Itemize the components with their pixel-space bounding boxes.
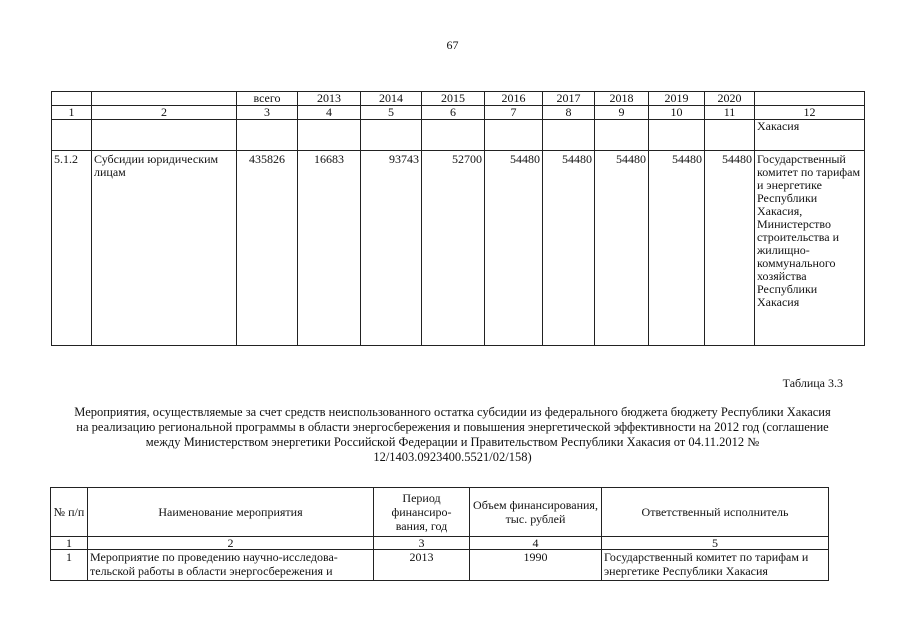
column-number: 5 [602,537,829,550]
row-number: 1 [51,550,88,581]
row-executor: Государственный комитет по тарифам и энергетике Республики Хакасия [602,550,829,581]
column-number: 12 [755,106,865,120]
table-row [52,151,865,346]
column-number: 2 [88,537,374,550]
value-total: 435826 [237,151,298,346]
header-cell-year: 2015 [422,92,485,106]
value-2019: 54480 [649,151,705,346]
table-cell [422,120,485,151]
column-number: 5 [361,106,422,120]
table-cell [595,120,649,151]
row-period: 2013 [374,550,470,581]
measures-table [50,487,829,581]
header-executor: Ответственный исполнитель [602,488,829,537]
table-cell [52,120,92,151]
column-number: 11 [705,106,755,120]
value-2013: 16683 [298,151,361,346]
column-number: 10 [649,106,705,120]
header-row [51,488,829,537]
item-name: Субсидии юридическим лицам [92,151,237,346]
column-number: 3 [374,537,470,550]
value-2014: 93743 [361,151,422,346]
header-amount: Объем финансирования, тыс. рублей [470,488,602,537]
year-header-row [52,92,865,106]
page-number: 67 [446,38,459,52]
continuation-row [52,120,865,151]
header-cell-total: всего [237,92,298,106]
header-number: № п/п [51,488,88,537]
column-numbering-row [51,537,829,550]
header-period: Период финансиро-вания, год [374,488,470,537]
column-number: 4 [298,106,361,120]
header-cell-year: 2019 [649,92,705,106]
column-number: 8 [543,106,595,120]
value-2020: 54480 [705,151,755,346]
header-cell-year: 2013 [298,92,361,106]
header-cell-year: 2020 [705,92,755,106]
header-cell-year: 2014 [361,92,422,106]
table-row [51,550,829,581]
value-2016: 54480 [485,151,543,346]
value-2018: 54480 [595,151,649,346]
table-caption: Мероприятия, осуществляемые за счет средств неиспользованного остатка субсидии из федерального бюджета бюджету Республики Хакасия на реализацию региональной программы в области энергосбережения и повышения энергетической эффективности на 2012 год (соглашение между Министерством энергетики Российской Федерации и Правительством Республики Хакасия от 04.11.2012 № 12/1403.0923400.5521/02/158) [74,405,831,464]
header-name: Наименование мероприятия [88,488,374,537]
table-cell [649,120,705,151]
column-number: 9 [595,106,649,120]
header-cell [52,92,92,106]
program-funding-table [51,91,865,346]
column-number: 7 [485,106,543,120]
table-cell [705,120,755,151]
item-number: 5.1.2 [52,151,92,346]
column-number: 3 [237,106,298,120]
row-amount: 1990 [470,550,602,581]
header-cell-year: 2017 [543,92,595,106]
column-number: 6 [422,106,485,120]
value-2017: 54480 [543,151,595,346]
column-numbering-row [52,106,865,120]
header-cell-year: 2016 [485,92,543,106]
executor-continuation: Хакасия [755,120,865,151]
column-number: 2 [92,106,237,120]
column-number: 4 [470,537,602,550]
table-cell [237,120,298,151]
table-cell [543,120,595,151]
table-label: Таблица 3.3 [782,376,843,390]
row-name: Мероприятие по проведению научно-исследова-тельской работы в области энергосбережения и [88,550,374,581]
column-number: 1 [51,537,88,550]
table-cell [92,120,237,151]
item-executor: Государственный комитет по тарифам и энергетике Республики Хакасия, Министерство строительства и жилищно-коммунального хозяйства Республики Хакасия [755,151,865,346]
table-cell [485,120,543,151]
column-number: 1 [52,106,92,120]
header-cell-year: 2018 [595,92,649,106]
header-cell [755,92,865,106]
value-2015: 52700 [422,151,485,346]
table-cell [298,120,361,151]
table-cell [361,120,422,151]
header-cell [92,92,237,106]
